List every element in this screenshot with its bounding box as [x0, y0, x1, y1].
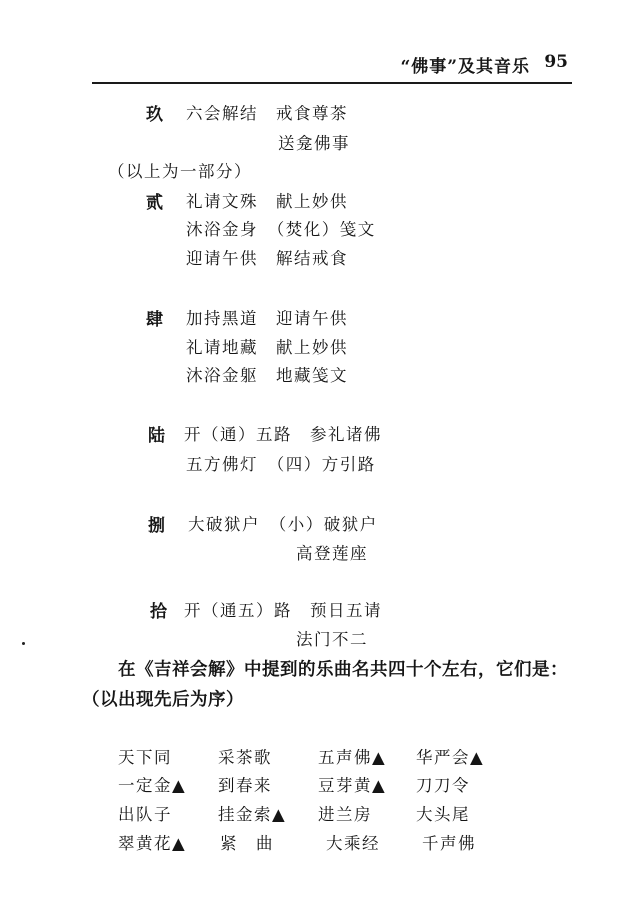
- page-number: 95: [544, 52, 568, 72]
- song-title: 进兰房: [318, 805, 372, 824]
- section-number: 陆: [148, 426, 165, 446]
- print-speck: [22, 642, 25, 645]
- section-line: 开（通）五路 参礼诸佛: [184, 425, 382, 444]
- section-line: 礼请地藏 献上妙供: [186, 338, 348, 357]
- section-line: 迎请午供 解结戒食: [186, 249, 348, 268]
- section-note: （以上为一部分）: [108, 162, 252, 181]
- section-number: 玖: [146, 105, 163, 125]
- song-title: 采茶歌: [218, 748, 272, 767]
- song-title: 翠黄花▲: [118, 834, 187, 853]
- section-line: 加持黑道 迎请午供: [186, 309, 348, 328]
- section-number: 肆: [146, 310, 163, 330]
- section-line: 礼请文殊 献上妙供: [186, 192, 348, 211]
- song-title: 紧 曲: [220, 834, 274, 853]
- paragraph-line: 在《吉祥会解》中提到的乐曲名共四十个左右，它们是：: [118, 660, 568, 680]
- section-number: 拾: [150, 602, 167, 622]
- section-line: 开（通五）路 预日五请: [184, 601, 382, 620]
- song-title: 大头尾: [416, 805, 470, 824]
- section-line: 法门不二: [296, 630, 368, 649]
- section-line: 高登莲座: [296, 544, 368, 563]
- song-title: 豆芽黄▲: [318, 776, 387, 795]
- song-title: 华严会▲: [416, 748, 485, 767]
- song-title: 挂金索▲: [218, 805, 287, 824]
- song-title: 出队子: [118, 805, 172, 824]
- section-line: 沐浴金躯 地藏笺文: [186, 366, 348, 385]
- paragraph-line: （以出现先后为序）: [82, 690, 244, 710]
- song-title: 五声佛▲: [318, 748, 387, 767]
- section-number: 捌: [148, 516, 165, 536]
- song-title: 大乘经: [326, 834, 380, 853]
- running-title: “佛事”及其音乐: [400, 57, 530, 77]
- page-header: [0, 0, 640, 90]
- section-line: 送龛佛事: [278, 134, 350, 153]
- song-title: 一定金▲: [118, 776, 187, 795]
- section-line: 大破狱户 （小）破狱户: [188, 515, 378, 534]
- section-line: 沐浴金身 （焚化）笺文: [186, 220, 376, 239]
- song-title: 天下同: [118, 748, 172, 767]
- song-title: 刀刀令: [416, 776, 470, 795]
- section-line: 五方佛灯 （四）方引路: [186, 455, 376, 474]
- section-line: 六会解结 戒食尊茶: [186, 104, 348, 123]
- section-number: 贰: [146, 193, 163, 213]
- song-title: 到春来: [218, 776, 272, 795]
- song-title: 千声佛: [422, 834, 476, 853]
- header-rule: [92, 82, 572, 84]
